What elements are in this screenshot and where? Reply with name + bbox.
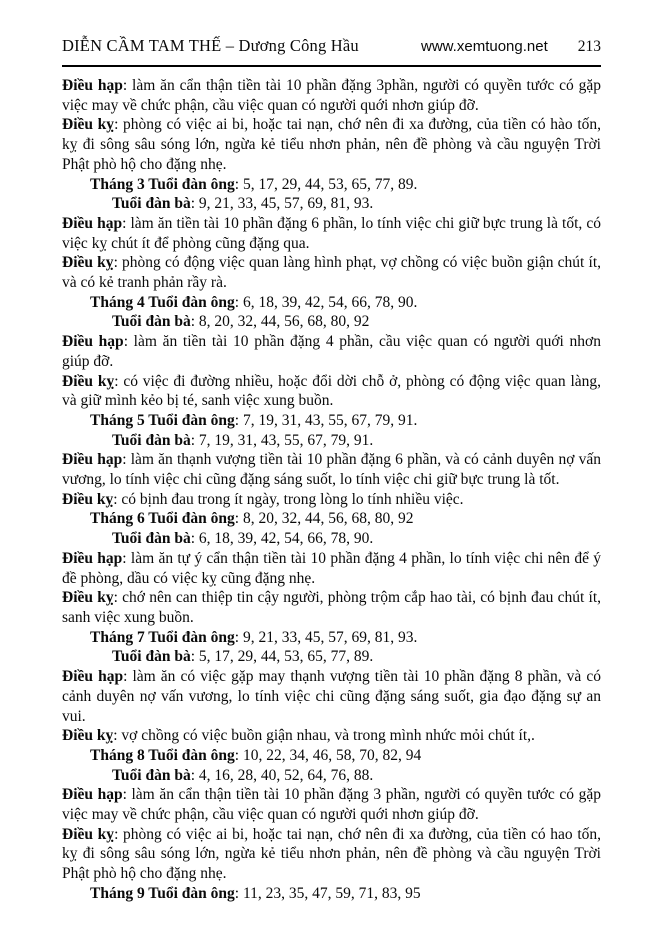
entry-text: : phòng có động việc quan làng hình phạt, vợ chồng có việc buồn giận chút ít, và có kẻ tranh phản rầy rà.: [62, 254, 601, 292]
entry-label: Điều kỵ: [62, 727, 114, 745]
paragraph-dieu-hap: [62, 667, 601, 726]
paragraph-month-women: [62, 312, 601, 332]
paragraph-dieu-ky: [62, 825, 601, 884]
paragraph-dieu-hap: [62, 450, 601, 489]
entry-text: : 4, 16, 28, 40, 52, 64, 76, 88.: [190, 766, 374, 784]
entry-label: Tháng 4 Tuổi đàn ông: [90, 293, 235, 311]
entry-text: : vợ chồng có việc buồn giận nhau, và trong mình nhức mỏi chút ít,.: [113, 727, 535, 745]
entry-text: : 6, 18, 39, 42, 54, 66, 78, 90.: [190, 530, 374, 548]
entry-text: : làm ăn cẩn thận tiền tài 10 phần đặng 3 phần, người có quyền tước có gặp việc may về chức phận, cầu việc quan có người quới nhơn giúp đỡ.: [62, 786, 601, 824]
entry-label: Điều hạp: [62, 549, 123, 567]
paragraph-dieu-hap: [62, 332, 601, 371]
paragraph-month-women: [62, 529, 601, 549]
entry-text: : làm ăn tự ý cẩn thận tiền tài 10 phần đặng 4 phần, lo tính việc chi nên để ý đề phòng, dầu có việc kỵ cũng đặng nhẹ.: [62, 549, 601, 587]
entry-text: : 11, 23, 35, 47, 59, 71, 83, 95: [234, 884, 421, 902]
entry-text: : phòng có việc ai bi, hoặc tai nạn, chớ nên đi xa đường, của tiền có hao tốn, kỵ đi sông sâu sóng lớn, ngừa kẻ tiểu nhơn phản, nên đề phòng và cầu nguyện Trời Phật phò hộ cho đặng nhẹ.: [62, 825, 602, 883]
paragraph-dieu-ky: [62, 588, 601, 627]
entry-label: Tháng 7 Tuổi đàn ông: [90, 628, 235, 646]
entry-text: : làm ăn thạnh vượng tiền tài 10 phần đặng 6 phần, và có cảnh duyên nợ vấn vương, lo tính việc chi cũng đặng sáng suốt, lo tính việc chi giữ bực trung là tốt.: [62, 451, 602, 489]
entry-label: Tháng 8 Tuổi đàn ông: [90, 746, 235, 764]
paragraph-month-women: [62, 647, 601, 667]
entry-label: Điều kỵ: [62, 825, 115, 843]
paragraph-month-men: [62, 509, 601, 529]
entry-label: Tháng 5 Tuổi đàn ông: [90, 411, 235, 429]
entry-text: : 5, 17, 29, 44, 53, 65, 77, 89.: [190, 648, 374, 666]
entry-label: Điều hạp: [62, 333, 124, 351]
website-url: www.xemtuong.net: [421, 38, 548, 55]
entry-text: : 10, 22, 34, 46, 58, 70, 82, 94: [234, 746, 422, 764]
paragraph-dieu-ky: [62, 115, 601, 174]
entry-label: Điều kỵ: [62, 490, 114, 508]
entry-label: Điều kỵ: [62, 116, 115, 134]
paragraph-dieu-ky: [62, 253, 601, 292]
entry-text: : làm ăn tiền tài 10 phần đặng 6 phần, lo tính việc chi giữ bực trung là tốt, có việc kỵ chút ít để phòng cũng đặng qua.: [62, 214, 601, 252]
entry-label: Điều hạp: [62, 214, 123, 232]
page-number: 213: [577, 38, 601, 55]
entry-text: : 9, 21, 33, 45, 57, 69, 81, 93.: [234, 628, 418, 646]
entry-text: : làm ăn cẩn thận tiền tài 10 phần đặng 3phần, người có quyền tước có gặp việc may về chức phận, cầu việc quan có người quới nhơn giúp đỡ.: [62, 77, 601, 114]
document-body: [62, 67, 601, 904]
entry-label: Tháng 9 Tuổi đàn ông: [90, 884, 235, 902]
page-header: [62, 36, 601, 67]
entry-text: : 8, 20, 32, 44, 56, 68, 80, 92: [190, 313, 370, 331]
paragraph-month-women: [62, 431, 601, 451]
entry-label: Tuổi đàn bà: [112, 766, 191, 784]
paragraph-month-men: [62, 175, 601, 195]
entry-label: Điều kỵ: [62, 254, 114, 272]
paragraph-month-women: [62, 766, 601, 786]
entry-label: Điều kỵ: [62, 589, 114, 607]
entry-label: Tháng 6 Tuổi đàn ông: [90, 510, 235, 528]
book-title: DIỄN CẦM TAM THẾ – Dương Công Hầu: [62, 36, 359, 55]
entry-label: Điều hạp: [62, 668, 124, 686]
paragraph-dieu-ky: [62, 372, 601, 411]
entry-text: : làm ăn có việc gặp may thạnh vượng tiền tài 10 phần đặng 8 phần, và có cảnh duyên nợ vấn vương, lo tính việc chi cũng đặng sáng suốt, gia đạo đặng sự an vui.: [62, 668, 601, 725]
paragraph-dieu-hap: [62, 214, 601, 253]
paragraph-month-men: [62, 411, 601, 431]
entry-text: : chớ nên can thiệp tin cậy người, phòng trộm cắp hao tài, có bịnh đau chút ít, sanh việc xung buồn.: [62, 589, 602, 626]
entry-text: : 6, 18, 39, 42, 54, 66, 78, 90.: [234, 293, 418, 311]
entry-text: : có việc đi đường nhiều, hoặc đổi dời chỗ ở, phòng có động việc quan làng, và giữ mình kẻo bị té, sanh việc xung buồn.: [62, 372, 602, 410]
paragraph-month-men: [62, 746, 601, 766]
paragraph-month-men: [62, 293, 601, 313]
paragraph-dieu-hap: [62, 785, 601, 824]
paragraph-month-men: [62, 884, 601, 904]
paragraph-dieu-ky: [62, 726, 601, 746]
entry-label: Tuổi đàn bà: [112, 431, 191, 449]
entry-text: : 7, 19, 31, 43, 55, 67, 79, 91.: [190, 431, 374, 449]
entry-label: Điều kỵ: [62, 372, 115, 390]
entry-text: : 7, 19, 31, 43, 55, 67, 79, 91.: [234, 411, 418, 429]
entry-text: : 8, 20, 32, 44, 56, 68, 80, 92: [234, 510, 414, 528]
header-right: [421, 38, 601, 56]
entry-label: Điều hạp: [62, 77, 123, 94]
entry-label: Điều hạp: [62, 786, 123, 804]
paragraph-month-women: [62, 194, 601, 214]
entry-text: : 9, 21, 33, 45, 57, 69, 81, 93.: [190, 195, 374, 213]
entry-text: : có bịnh đau trong ít ngày, trong lòng lo tính nhiều việc.: [113, 490, 464, 508]
entry-text: : làm ăn tiền tài 10 phần đặng 4 phần, cầu việc quan có người quới nhơn giúp đỡ.: [62, 333, 601, 370]
entry-label: Tuổi đàn bà: [112, 195, 191, 213]
entry-label: Tuổi đàn bà: [112, 313, 191, 331]
entry-label: Điều hạp: [62, 451, 123, 469]
paragraph-dieu-hap: [62, 76, 601, 115]
paragraph-dieu-hap: [62, 549, 601, 588]
entry-label: Tháng 3 Tuổi đàn ông: [90, 175, 235, 193]
paragraph-month-men: [62, 628, 601, 648]
entry-label: Tuổi đàn bà: [112, 530, 191, 548]
paragraph-dieu-ky: [62, 490, 601, 510]
entry-text: : 5, 17, 29, 44, 53, 65, 77, 89.: [234, 175, 418, 193]
entry-text: : phòng có việc ai bi, hoặc tai nạn, chớ nên đi xa đường, của tiền có hào tốn, kỵ đi sông sâu sóng lớn, ngừa kẻ tiểu nhơn phản, nên đề phòng và cầu nguyện Trời Phật phò hộ cho đặng nhẹ.: [62, 116, 602, 173]
entry-label: Tuổi đàn bà: [112, 648, 191, 666]
